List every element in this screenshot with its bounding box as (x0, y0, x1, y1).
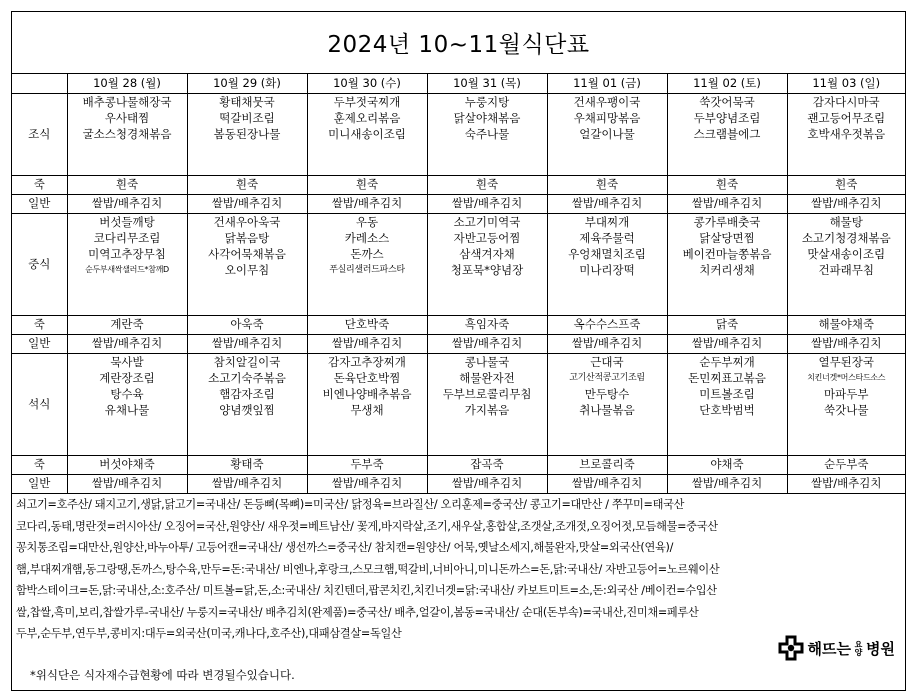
origin-note-line: 두부,순두부,연두부,콩비지:대두=외국산(미국,캐나다,호주산),대패삼결살=독일산 (16, 627, 402, 640)
hospital-cross-icon (778, 635, 804, 661)
porridge-cell: 흰죽 (787, 175, 905, 194)
menu-cell (787, 93, 905, 175)
menu-dish: 우동 (355, 214, 379, 229)
menu-dish: 묵사발 (110, 354, 144, 369)
dinner-main-row (12, 353, 905, 455)
menu-dish: 닭살당면찜 (699, 230, 755, 245)
meal-label: 석식 (12, 353, 67, 455)
general-cell: 쌀밥/배추김치 (667, 194, 787, 213)
porridge-label: 죽 (12, 315, 67, 334)
porridge-cell: 닭죽 (667, 315, 787, 334)
menu-cell (67, 353, 187, 455)
menu-dish: 사각어묵채볶음 (208, 246, 286, 261)
origin-note-line: 함박스테이크=돈,닭:국내산,소:호주산/ 미트볼=닭,돈,소:국내산/ 치킨텐더,팝콘치킨,치킨너겟=닭:국내산/ 카보트미트=소,돈:외국산 /베이컨=수입산 (16, 584, 717, 597)
general-cell: 쌀밥/배추김치 (427, 334, 547, 353)
menu-dish: 콩나물국 (464, 354, 510, 369)
general-cell: 쌀밥/배추김치 (787, 474, 905, 493)
menu-dish: 소고기청경채볶음 (801, 230, 891, 245)
menu-cell (67, 93, 187, 175)
menu-dish: 무생채 (350, 402, 384, 417)
menu-dish: 푸실리샐러드파스타 (329, 264, 405, 275)
day-header-row (12, 74, 905, 93)
general-cell: 쌀밥/배추김치 (547, 474, 667, 493)
menu-dish: 우채피망볶음 (573, 110, 641, 125)
footnote: *위식단은 식자재수급현황에 따라 변경될수있습니다. (30, 668, 295, 682)
porridge-cell: 아욱죽 (187, 315, 307, 334)
menu-dish: 두부브로콜리무침 (442, 386, 532, 401)
menu-dish: 돈민찌표고볶음 (688, 370, 766, 385)
menu-cell (187, 353, 307, 455)
day-header: 10월 28 (월) (67, 74, 187, 93)
menu-dish: 건새우팽이국 (573, 94, 641, 109)
general-cell: 쌀밥/배추김치 (787, 334, 905, 353)
menu-dish: 감자고추장찌개 (328, 354, 406, 369)
day-header: 11월 03 (일) (787, 74, 905, 93)
menu-dish: 유채나물 (104, 402, 150, 417)
menu-cell (427, 353, 547, 455)
menu-dish: 얼갈이나물 (579, 126, 635, 141)
porridge-cell: 브로콜리죽 (547, 455, 667, 474)
menu-dish: 비엔나양배추볶음 (322, 386, 412, 401)
day-header: 11월 02 (토) (667, 74, 787, 93)
menu-cell (427, 213, 547, 315)
day-header: 10월 31 (목) (427, 74, 547, 93)
menu-dish: 청포묵*양념장 (450, 262, 524, 277)
breakfast-porridge-row (12, 175, 905, 194)
meal-label: 조식 (12, 93, 67, 175)
porridge-cell: 잡곡죽 (427, 455, 547, 474)
menu-dish: 호박새우젓볶음 (807, 126, 886, 141)
porridge-cell: 계란죽 (67, 315, 187, 334)
day-header: 10월 29 (화) (187, 74, 307, 93)
menu-cell (667, 93, 787, 175)
menu-dish: 치킨너겟*머스타드소스 (807, 372, 886, 382)
menu-dish: 떡갈비조림 (219, 110, 275, 125)
menu-dish: 코다리무조림 (93, 230, 161, 245)
menu-dish: 취나물볶음 (579, 402, 635, 417)
menu-dish: 쑥갓나물 (824, 402, 869, 417)
menu-dish: 콩가루배춧국 (693, 214, 761, 229)
corner-cell (12, 74, 67, 93)
menu-cell (427, 93, 547, 175)
general-label: 일반 (12, 474, 67, 493)
menu-cell (307, 213, 427, 315)
menu-dish: 훈제오리볶음 (333, 110, 401, 125)
general-label: 일반 (12, 334, 67, 353)
menu-dish: 돈까스 (350, 246, 384, 261)
general-label: 일반 (12, 194, 67, 213)
menu-dish: 봄동된장나물 (213, 126, 281, 141)
menu-dish: 건파래무침 (818, 262, 875, 277)
menu-dish: 두부젓국찌개 (333, 94, 401, 109)
menu-dish: 건새우아욱국 (213, 214, 281, 229)
menu-dish: 단호박범벅 (699, 402, 755, 417)
logo-suffix: 병원 (866, 639, 895, 658)
menu-dish: 미트볼조림 (699, 386, 755, 401)
general-cell: 쌀밥/배추김치 (547, 334, 667, 353)
breakfast-general-row (12, 194, 905, 213)
menu-dish: 가지볶음 (464, 402, 510, 417)
menu-dish: 치커리생채 (699, 262, 755, 277)
hospital-logo (778, 635, 895, 661)
porridge-cell: 두부죽 (307, 455, 427, 474)
menu-dish: 햄감자조림 (219, 386, 275, 401)
menu-cell (667, 213, 787, 315)
porridge-label: 죽 (12, 455, 67, 474)
porridge-cell: 옥수수스프죽 (547, 315, 667, 334)
menu-dish: 해물탕 (829, 214, 863, 229)
porridge-cell: 버섯야채죽 (67, 455, 187, 474)
breakfast-main-row (12, 93, 905, 175)
menu-dish: 고기산적콩고기조림 (569, 372, 645, 383)
lunch-porridge-row (12, 315, 905, 334)
menu-dish: 소고기숙주볶음 (208, 370, 286, 385)
menu-dish: 해물완자전 (459, 370, 515, 385)
general-cell: 쌀밥/배추김치 (667, 474, 787, 493)
menu-dish: 미니새송이조림 (328, 126, 406, 141)
menu-dish: 제육주물럭 (579, 230, 635, 245)
menu-table (12, 74, 905, 494)
logo-name: 해뜨는 (807, 639, 852, 658)
menu-cell (67, 213, 187, 315)
porridge-cell: 흰죽 (187, 175, 307, 194)
porridge-cell: 흑임자죽 (427, 315, 547, 334)
porridge-cell: 단호박죽 (307, 315, 427, 334)
menu-dish: 우엉채멸치조림 (568, 246, 646, 261)
menu-dish: 카레소스 (344, 230, 390, 245)
general-cell: 쌀밥/배추김치 (307, 194, 427, 213)
menu-dish: 감자다시마국 (812, 94, 880, 109)
origin-note-line: 쇠고기=호주산/ 돼지고기,생닭,닭고기=국내산/ 돈등뼈(목뼈)=미국산/ 닭정육=브라질산/ 오리훈제=중국산/ 콩고기=대만산 / 쭈꾸미=태국산 (16, 498, 685, 511)
menu-dish: 소고기미역국 (453, 214, 521, 229)
porridge-label: 죽 (12, 175, 67, 194)
general-cell: 쌀밥/배추김치 (787, 194, 905, 213)
general-cell: 쌀밥/배추김치 (67, 194, 187, 213)
origin-note-line: 꽁치통조림=대만산,원양산,바누아투/ 고등어캔=국내산/ 생선까스=중국산/ 참치캔=원양산/ 어묵,옛날소세지,해물완자,맛살=외국산(연육)/ (16, 541, 674, 554)
porridge-cell: 황태죽 (187, 455, 307, 474)
menu-cell (667, 353, 787, 455)
menu-cell (787, 213, 905, 315)
dinner-general-row (12, 474, 905, 493)
menu-dish: 탕수육 (110, 386, 144, 401)
menu-cell (307, 93, 427, 175)
general-cell: 쌀밥/배추김치 (307, 474, 427, 493)
lunch-general-row (12, 334, 905, 353)
menu-dish: 참치알길이국 (213, 354, 281, 369)
menu-dish: 굴소스청경채볶음 (82, 126, 172, 141)
menu-dish: 숙주나물 (464, 126, 510, 141)
menu-dish: 닭볶음탕 (224, 230, 270, 245)
menu-dish: 삼색겨자채 (459, 246, 515, 261)
menu-dish: 순두부새싹샐러드*참깨D (85, 264, 169, 274)
porridge-cell: 흰죽 (67, 175, 187, 194)
general-cell: 쌀밥/배추김치 (67, 334, 187, 353)
origin-note-line: 쌀,찹쌀,흑미,보리,찹쌀가루-국내산/ 누룽지=국내산/ 배추김치(완제품)=중국산/ 배추,얼갈이,봄동=국내산/ 순대(돈부속)=국내산,진미채=페루산 (16, 605, 699, 619)
menu-dish: 누룽지탕 (464, 94, 510, 109)
menu-cell (787, 353, 905, 455)
dinner-porridge-row (12, 455, 905, 474)
meal-label: 중식 (12, 213, 67, 315)
menu-dish: 계란장조림 (99, 370, 155, 385)
porridge-cell: 흰죽 (667, 175, 787, 194)
menu-cell (187, 213, 307, 315)
general-cell: 쌀밥/배추김치 (67, 474, 187, 493)
origin-notes (12, 494, 905, 645)
menu-dish: 자반고등어찜 (453, 230, 521, 245)
porridge-cell: 야채죽 (667, 455, 787, 474)
menu-dish: 닭살야채볶음 (453, 110, 521, 125)
menu-dish: 근대국 (590, 354, 624, 369)
menu-cell (547, 353, 667, 455)
page-title: 2024년 10~11월식단표 (12, 12, 905, 74)
logo-small: 요양 (854, 640, 864, 656)
day-header: 11월 01 (금) (547, 74, 667, 93)
menu-dish: 순두부찌개 (699, 354, 755, 369)
menu-dish: 베이컨마늘쫑볶음 (682, 246, 772, 261)
menu-dish: 열무된장국 (818, 354, 875, 369)
menu-dish: 스크램블에그 (693, 126, 761, 141)
menu-cell (187, 93, 307, 175)
menu-dish: 부대찌개 (584, 214, 630, 229)
menu-dish: 황태채뭇국 (219, 94, 275, 109)
menu-dish: 만두탕수 (584, 386, 630, 401)
menu-dish: 우사태찜 (104, 110, 150, 125)
menu-dish: 돈육단호박찜 (333, 370, 401, 385)
porridge-cell: 순두부죽 (787, 455, 905, 474)
lunch-main-row (12, 213, 905, 315)
day-header: 10월 30 (수) (307, 74, 427, 93)
porridge-cell: 흰죽 (307, 175, 427, 194)
general-cell: 쌀밥/배추김치 (187, 194, 307, 213)
general-cell: 쌀밥/배추김치 (187, 474, 307, 493)
general-cell: 쌀밥/배추김치 (547, 194, 667, 213)
menu-dish: 맛살새송이조림 (807, 246, 886, 261)
menu-dish: 두부양념조림 (693, 110, 761, 125)
menu-dish: 괜고등어무조림 (807, 110, 886, 125)
general-cell: 쌀밥/배추김치 (427, 194, 547, 213)
menu-dish: 미나리장떡 (579, 262, 635, 277)
menu-dish: 배추콩나물해장국 (82, 94, 172, 109)
menu-dish: 미역고추장무침 (88, 246, 166, 261)
menu-cell (547, 93, 667, 175)
menu-cell (547, 213, 667, 315)
general-cell: 쌀밥/배추김치 (187, 334, 307, 353)
menu-dish: 버섯들깨탕 (99, 214, 155, 229)
menu-page (11, 11, 906, 691)
general-cell: 쌀밥/배추김치 (427, 474, 547, 493)
origin-note-line: 햄,부대찌개햄,동그랑땡,돈까스,탕수육,만두=돈:국내산/ 비엔나,후랑크,스모크햄,떡갈비,너비아니,미니돈까스=돈,닭:국내산/ 자반고등어=노르웨이산 (16, 562, 720, 576)
porridge-cell: 해물야채죽 (787, 315, 905, 334)
menu-dish: 오이무침 (224, 262, 270, 277)
menu-dish: 쑥갓어묵국 (699, 94, 755, 109)
menu-cell (307, 353, 427, 455)
general-cell: 쌀밥/배추김치 (307, 334, 427, 353)
porridge-cell: 흰죽 (547, 175, 667, 194)
general-cell: 쌀밥/배추김치 (667, 334, 787, 353)
menu-dish: 양념깻잎찜 (219, 402, 275, 417)
menu-dish: 마파두부 (824, 386, 869, 401)
origin-note-line: 코다리,동태,명란젓=러시아산/ 오징어=국산,원양산/ 새우젓=베트남산/ 꽃게,바지락살,조기,새우살,홍합살,조갯살,조개젓,오징어젓,모듬해물=중국산 (16, 519, 718, 533)
porridge-cell: 흰죽 (427, 175, 547, 194)
